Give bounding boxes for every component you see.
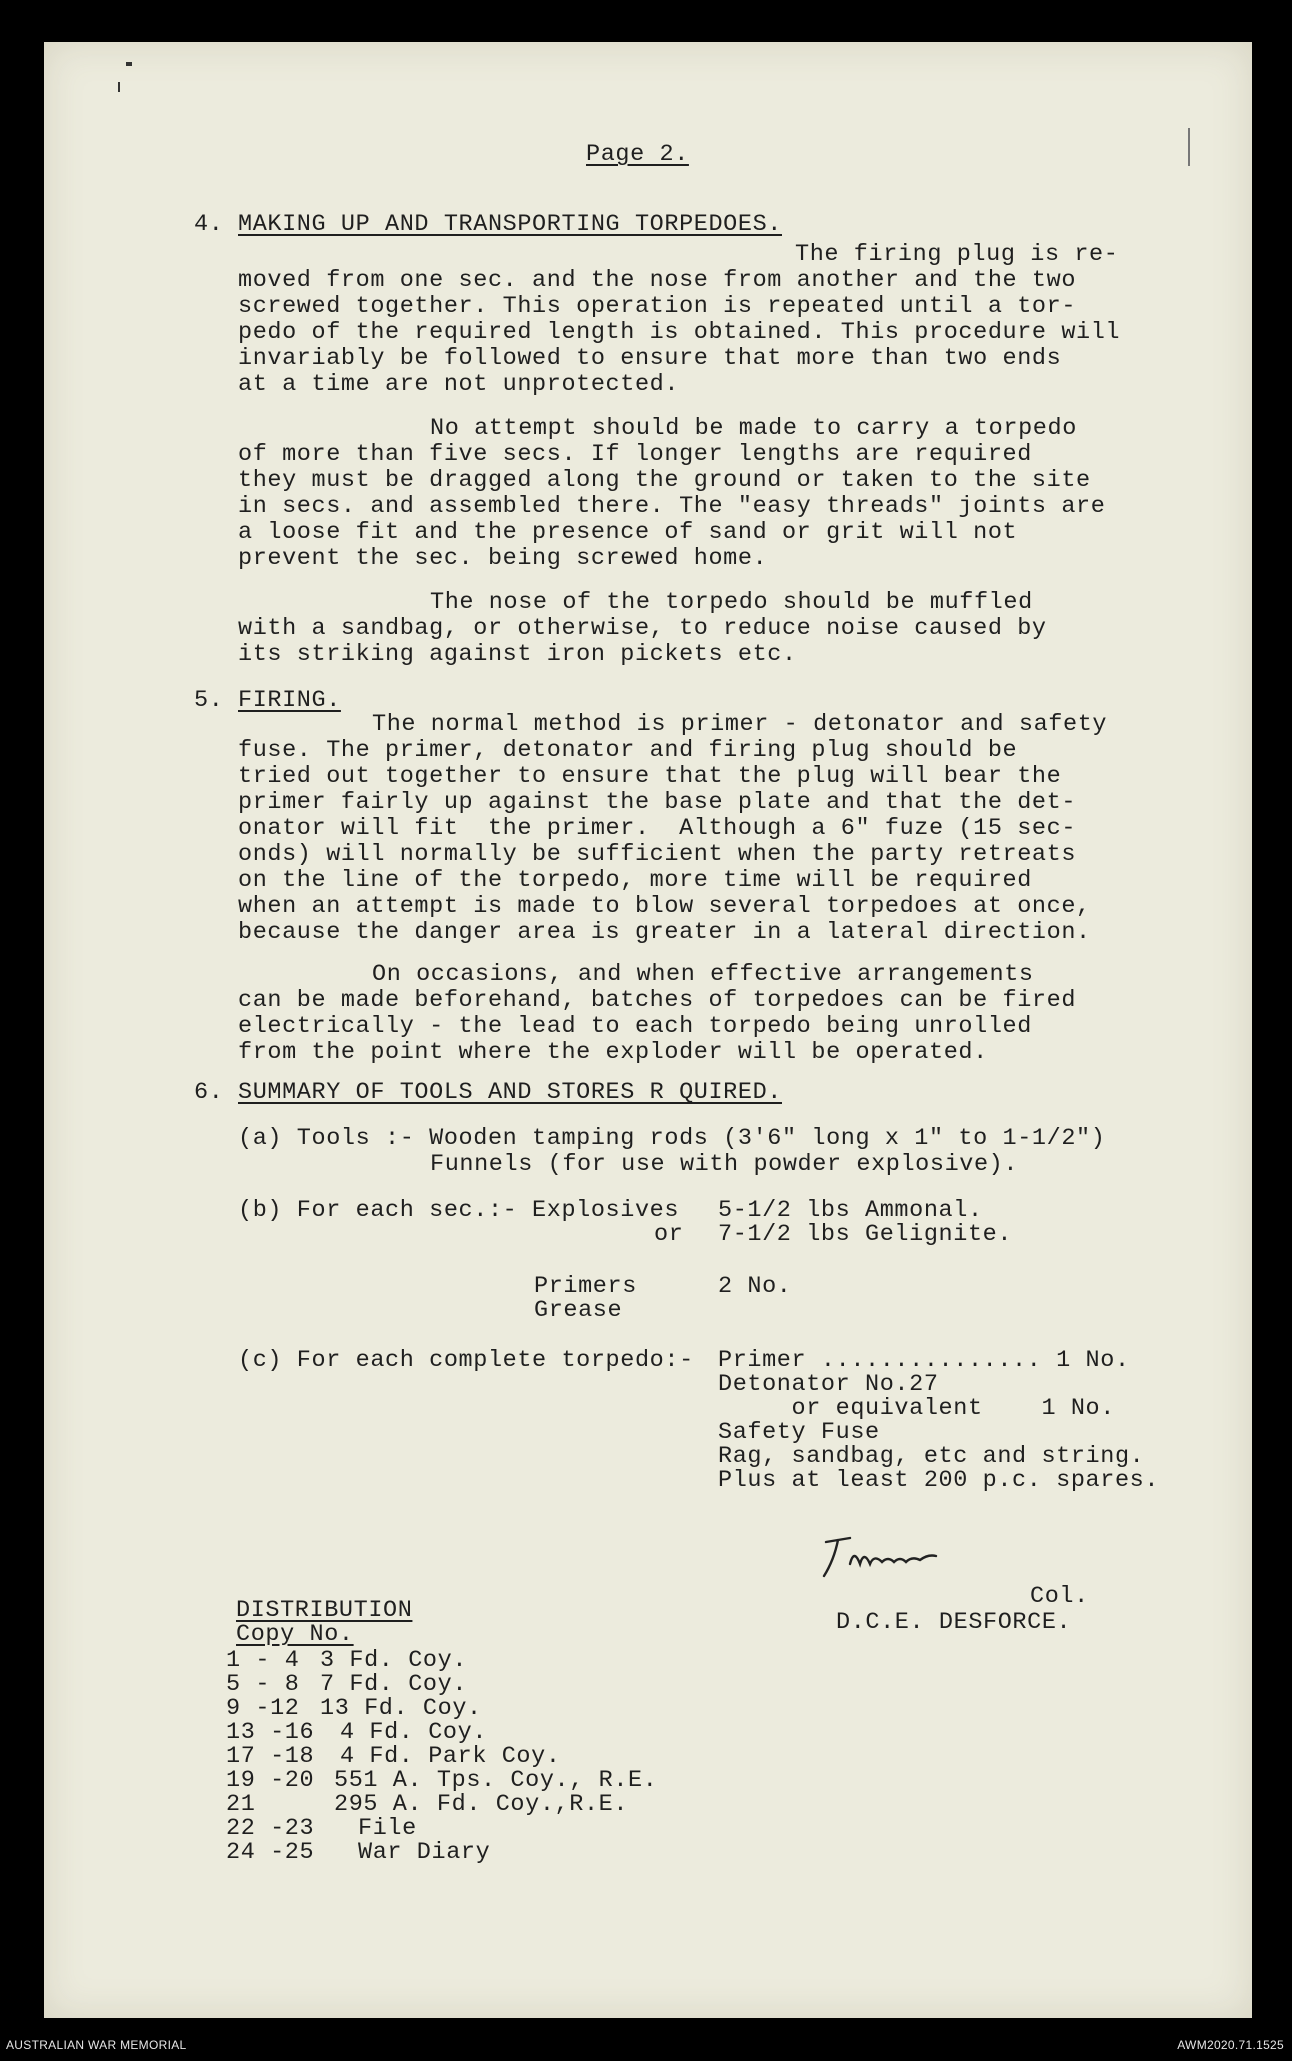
torpedo-item: Primer ............... 1 No.: [718, 1347, 1130, 1374]
distribution-copies: 17 -18: [226, 1743, 315, 1770]
distribution-copies: 22 -23: [226, 1815, 315, 1842]
grease-label: Grease: [534, 1297, 623, 1324]
torpedo-item: Plus at least 200 p.c. spares.: [718, 1467, 1160, 1494]
section-4-line: of more than five secs. If longer lengths are required: [238, 441, 1032, 468]
section-6-number: 6.: [194, 1079, 224, 1106]
section-4-heading: MAKING UP AND TRANSPORTING TORPEDOES.: [238, 211, 782, 238]
section-5-number: 5.: [194, 687, 224, 714]
section-4-line: pedo of the required length is obtained. This procedure will: [238, 319, 1121, 346]
section-4-line: they must be dragged along the ground or taken to the site: [238, 467, 1091, 494]
explosive-item: 5-1/2 lbs Ammonal.: [718, 1197, 983, 1224]
distribution-copies: 13 -16: [226, 1719, 315, 1746]
footer-institution: AUSTRALIAN WAR MEMORIAL: [6, 2038, 187, 2052]
page-number: Page 2.: [586, 141, 689, 168]
section-5-line: tried out together to ensure that the plug will bear the: [238, 763, 1062, 790]
tools-line: Funnels (for use with powder explosive).: [430, 1151, 1019, 1178]
primers-qty: 2 No.: [718, 1273, 792, 1300]
distribution-unit: 4 Fd. Park Coy.: [340, 1743, 561, 1770]
section-4-line: The firing plug is re-: [795, 241, 1119, 268]
torpedo-item: or equivalent 1 No.: [718, 1395, 1115, 1422]
section-4-line: moved from one sec. and the nose from another and the two: [238, 267, 1077, 294]
punch-mark: [126, 62, 132, 66]
distribution-copies: 21: [226, 1791, 256, 1818]
or-label: or: [654, 1221, 684, 1248]
section-5-line: primer fairly up against the base plate and that the det-: [238, 789, 1077, 816]
section-5-line: fuse. The primer, detonator and firing plug should be: [238, 737, 1018, 764]
section-5-heading: FIRING.: [238, 687, 341, 714]
distribution-unit: 3 Fd. Coy.: [320, 1647, 468, 1674]
section-4-line: prevent the sec. being screwed home.: [238, 545, 768, 572]
section-6-heading: SUMMARY OF TOOLS AND STORES R QUIRED.: [238, 1079, 782, 1106]
distribution-copies: 24 -25: [226, 1839, 315, 1866]
distribution-unit: File: [358, 1815, 417, 1842]
distribution-unit: 551 A. Tps. Coy., R.E.: [334, 1767, 658, 1794]
torpedo-item: Rag, sandbag, etc and string.: [718, 1443, 1145, 1470]
distribution-unit: 13 Fd. Coy.: [320, 1695, 482, 1722]
section-5-line: onator will fit the primer. Although a 6" fuze (15 sec-: [238, 815, 1077, 842]
complete-torpedo-label: (c) For each complete torpedo:-: [238, 1347, 694, 1374]
distribution-copies: 1 - 4: [226, 1647, 300, 1674]
distribution-unit: War Diary: [358, 1839, 491, 1866]
distribution-copies: 5 - 8: [226, 1671, 300, 1698]
section-4-line: screwed together. This operation is repeated until a tor-: [238, 293, 1077, 320]
section-5-line: on the line of the torpedo, more time will be required: [238, 867, 1032, 894]
section-5-line: electrically - the lead to each torpedo being unrolled: [238, 1013, 1032, 1040]
distribution-heading: DISTRIBUTION: [236, 1597, 413, 1624]
primers-label: Primers: [534, 1273, 637, 1300]
section-4-line: invariably be followed to ensure that more than two ends: [238, 345, 1062, 372]
section-5-line: On occasions, and when effective arrangements: [372, 961, 1034, 988]
section-5-line: from the point where the exploder will be operated.: [238, 1039, 988, 1066]
distribution-unit: 4 Fd. Coy.: [340, 1719, 488, 1746]
tools-line: (a) Tools :- Wooden tamping rods (3'6" long x 1" to 1-1/2"): [238, 1125, 1106, 1152]
section-4-line: with a sandbag, or otherwise, to reduce noise caused by: [238, 615, 1047, 642]
section-5-line: The normal method is primer - detonator and safety: [372, 711, 1108, 738]
distribution-subheading: Copy No.: [236, 1621, 354, 1648]
section-4-line: at a time are not unprotected.: [238, 371, 680, 398]
section-5-line: can be made beforehand, batches of torpedoes can be fired: [238, 987, 1077, 1014]
section-4-line: its striking against iron pickets etc.: [238, 641, 797, 668]
each-sec-label: (b) For each sec.:- Explosives: [238, 1197, 680, 1224]
section-5-line: when an attempt is made to blow several torpedoes at once,: [238, 893, 1091, 920]
punch-mark: [118, 82, 120, 92]
section-4-line: The nose of the torpedo should be muffled: [430, 589, 1033, 616]
distribution-unit: 7 Fd. Coy.: [320, 1671, 468, 1698]
distribution-copies: 19 -20: [226, 1767, 315, 1794]
distribution-copies: 9 -12: [226, 1695, 300, 1722]
torpedo-item: Detonator No.27: [718, 1371, 939, 1398]
signatory-title: D.C.E. DESFORCE.: [836, 1609, 1072, 1636]
footer-accession: AWM2020.71.1525: [1177, 2038, 1284, 2052]
torpedo-item: Safety Fuse: [718, 1419, 880, 1446]
section-5-line: because the danger area is greater in a lateral direction.: [238, 919, 1091, 946]
section-4-line: No attempt should be made to carry a torpedo: [430, 415, 1077, 442]
punch-mark: [1188, 128, 1190, 166]
signatory-rank: Col.: [1030, 1583, 1089, 1610]
section-5-line: onds) will normally be sufficient when the party retreats: [238, 841, 1077, 868]
section-4-line: in secs. and assembled there. The "easy threads" joints are: [238, 493, 1106, 520]
explosive-item: 7-1/2 lbs Gelignite.: [718, 1221, 1013, 1248]
distribution-unit: 295 A. Fd. Coy.,R.E.: [334, 1791, 629, 1818]
handwritten-signature: [820, 1530, 970, 1590]
section-4-line: a loose fit and the presence of sand or grit will not: [238, 519, 1018, 546]
section-4-number: 4.: [194, 211, 224, 238]
